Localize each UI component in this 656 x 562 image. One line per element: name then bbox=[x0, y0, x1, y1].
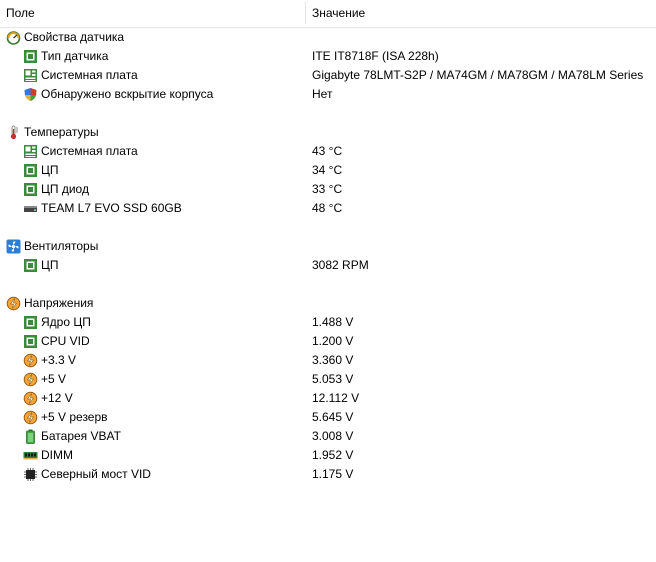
group-spacer bbox=[0, 218, 656, 237]
group-fans[interactable] bbox=[0, 237, 656, 256]
cpu-icon bbox=[23, 334, 38, 349]
list-item[interactable] bbox=[0, 85, 656, 104]
row-label: Системная плата bbox=[41, 144, 138, 158]
list-item[interactable] bbox=[0, 66, 656, 85]
thermometer-icon bbox=[6, 125, 21, 140]
cpu-icon bbox=[23, 315, 38, 330]
group-spacer bbox=[0, 104, 656, 123]
drive-icon bbox=[23, 201, 38, 216]
row-label: +5 V bbox=[41, 372, 67, 386]
list-item[interactable] bbox=[0, 408, 656, 427]
motherboard-icon bbox=[23, 68, 38, 83]
row-value: Нет bbox=[312, 87, 333, 101]
row-value: 12.112 V bbox=[312, 391, 360, 405]
group-label: Температуры bbox=[24, 125, 99, 139]
list-item[interactable] bbox=[0, 427, 656, 446]
group-label: Свойства датчика bbox=[24, 30, 125, 44]
voltage-icon bbox=[23, 410, 38, 425]
row-label: +12 V bbox=[41, 391, 73, 405]
group-spacer bbox=[0, 275, 656, 294]
row-label: Ядро ЦП bbox=[41, 315, 91, 329]
group-sensor-properties[interactable] bbox=[0, 28, 656, 47]
row-label: DIMM bbox=[41, 448, 73, 462]
column-header-field[interactable]: Поле bbox=[6, 6, 35, 20]
row-label: CPU VID bbox=[41, 334, 90, 348]
cpu-icon bbox=[23, 258, 38, 273]
row-value: 5.053 V bbox=[312, 372, 354, 386]
motherboard-icon bbox=[23, 144, 38, 159]
row-value: 1.200 V bbox=[312, 334, 354, 348]
battery-icon bbox=[23, 429, 38, 444]
fan-icon bbox=[6, 239, 21, 254]
row-label: ЦП bbox=[41, 163, 59, 177]
list-item[interactable] bbox=[0, 161, 656, 180]
row-label: Тип датчика bbox=[41, 49, 109, 63]
column-divider[interactable] bbox=[305, 2, 306, 24]
row-value: ITE IT8718F (ISA 228h) bbox=[312, 49, 439, 63]
column-header bbox=[0, 0, 656, 28]
row-value: 5.645 V bbox=[312, 410, 354, 424]
row-label: +3.3 V bbox=[41, 353, 77, 367]
row-value: 3.008 V bbox=[312, 429, 354, 443]
row-value: 48 °C bbox=[312, 201, 343, 215]
row-value: 1.175 V bbox=[312, 467, 354, 481]
memory-icon bbox=[23, 448, 38, 463]
list-item[interactable] bbox=[0, 351, 656, 370]
voltage-icon bbox=[23, 372, 38, 387]
row-label: +5 V резерв bbox=[41, 410, 108, 424]
voltage-icon bbox=[23, 353, 38, 368]
sensor-list bbox=[0, 28, 656, 484]
row-label: ЦП диод bbox=[41, 182, 89, 196]
shield-icon bbox=[23, 87, 38, 102]
row-label: Северный мост VID bbox=[41, 467, 151, 481]
row-value: Gigabyte 78LMT-S2P / MA74GM / MA78GM / MA78LM Series bbox=[312, 68, 644, 82]
cpu-icon bbox=[23, 182, 38, 197]
row-label: ЦП bbox=[41, 258, 59, 272]
list-item[interactable] bbox=[0, 47, 656, 66]
list-item[interactable] bbox=[0, 446, 656, 465]
chip-icon bbox=[23, 49, 38, 64]
row-label: TEAM L7 EVO SSD 60GB bbox=[41, 201, 182, 215]
row-value: 33 °C bbox=[312, 182, 343, 196]
list-item[interactable] bbox=[0, 389, 656, 408]
list-item[interactable] bbox=[0, 142, 656, 161]
row-label: Системная плата bbox=[41, 68, 138, 82]
row-value: 1.488 V bbox=[312, 315, 354, 329]
row-value: 3082 RPM bbox=[312, 258, 369, 272]
row-value: 43 °C bbox=[312, 144, 343, 158]
list-item[interactable] bbox=[0, 332, 656, 351]
group-label: Вентиляторы bbox=[24, 239, 99, 253]
list-item[interactable] bbox=[0, 370, 656, 389]
cpu-icon bbox=[23, 163, 38, 178]
gauge-icon bbox=[6, 30, 21, 45]
row-value: 3.360 V bbox=[312, 353, 354, 367]
voltage-icon bbox=[23, 391, 38, 406]
list-item[interactable] bbox=[0, 199, 656, 218]
group-voltages[interactable] bbox=[0, 294, 656, 313]
row-value: 34 °C bbox=[312, 163, 343, 177]
list-item[interactable] bbox=[0, 313, 656, 332]
row-label: Батарея VBAT bbox=[41, 429, 121, 443]
northbridge-icon bbox=[23, 467, 38, 482]
voltage-icon bbox=[6, 296, 21, 311]
group-temperatures[interactable] bbox=[0, 123, 656, 142]
list-item[interactable] bbox=[0, 180, 656, 199]
list-item[interactable] bbox=[0, 256, 656, 275]
row-label: Обнаружено вскрытие корпуса bbox=[41, 87, 214, 101]
row-value: 1.952 V bbox=[312, 448, 354, 462]
group-label: Напряжения bbox=[24, 296, 94, 310]
list-item[interactable] bbox=[0, 465, 656, 484]
column-header-value[interactable]: Значение bbox=[312, 6, 366, 20]
